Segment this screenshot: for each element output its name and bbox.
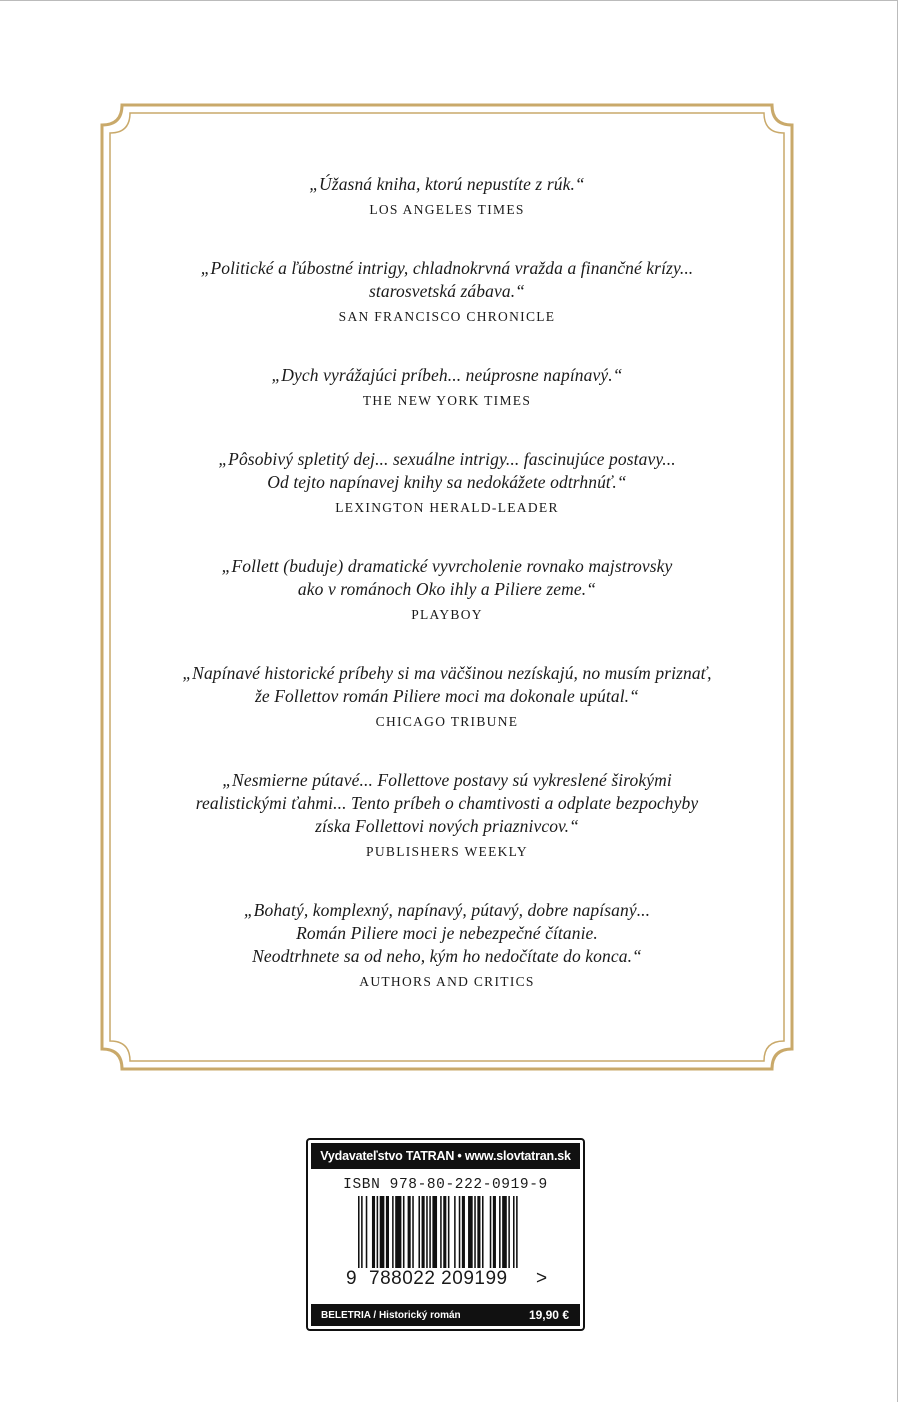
barcode-bar [448, 1196, 450, 1268]
barcode-bar [477, 1196, 480, 1268]
barcode-arrow: > [536, 1268, 548, 1289]
barcode-bar [418, 1196, 420, 1268]
barcode-bar [508, 1196, 510, 1268]
barcode-bar [358, 1196, 360, 1268]
review [100, 662, 794, 731]
barcode-bar [366, 1196, 368, 1268]
review-source: THE NEW YORK TIMES [362, 393, 532, 408]
barcode-bar [403, 1196, 405, 1268]
review-quote: „Dych vyrážajúci príbeh... neúprosne napínavý.“ [271, 365, 623, 385]
barcode-bar [380, 1196, 385, 1268]
review-quote: „Follett (buduje) dramatické vyvrcholenie rovnako majstrovsky ako v románoch Oko ihly a Piliere zeme.“ [221, 556, 673, 599]
barcode-bar [513, 1196, 515, 1268]
review-source: AUTHORS AND CRITICS [359, 974, 535, 989]
review [100, 769, 794, 861]
barcode-bar [462, 1196, 465, 1268]
review-source: PLAYBOY [411, 607, 483, 622]
barcode-first-digit: 9 [346, 1268, 357, 1289]
barcode-bar [490, 1196, 492, 1268]
review [100, 257, 794, 326]
review-quote: „Nesmierne pútavé... Follettove postavy sú vykreslené širokými realistickými ťahmi... Tento príbeh o chamtivosti a odplate bezpochyby získa Follettovi nových priaznivcov.“ [195, 770, 699, 836]
review-source: LEXINGTON HERALD-LEADER [335, 500, 559, 515]
review [100, 173, 794, 219]
barcode-bar [429, 1196, 431, 1268]
barcode-bar [395, 1196, 401, 1268]
barcode-bar [372, 1196, 375, 1268]
price-barcode-label [306, 1138, 585, 1331]
barcode-bar [493, 1196, 496, 1268]
review-source: SAN FRANCISCO CHRONICLE [338, 309, 556, 324]
barcode [358, 1196, 534, 1268]
publisher-line: Vydavateľstvo TATRAN • www.slovtatran.sk [311, 1143, 580, 1169]
barcode-digits [346, 1268, 556, 1290]
review [100, 364, 794, 410]
barcode-bar [474, 1196, 476, 1268]
review-source: PUBLISHERS WEEKLY [366, 844, 528, 859]
barcode-bar [499, 1196, 501, 1268]
review [100, 899, 794, 991]
barcode-bar [392, 1196, 394, 1268]
review-quote: „Pôsobivý spletitý dej... sexuálne intrigy... fascinujúce postavy... Od tejto napínavej knihy sa nedokážete odtrhnúť.“ [218, 449, 676, 492]
review-quote: „Bohatý, komplexný, napínavý, pútavý, dobre napísaný... Román Piliere moci je nebezpečné čítanie. Neodtrhnete sa od neho, kým ho nedočítate do konca.“ [243, 900, 651, 966]
review-source: LOS ANGELES TIMES [369, 202, 525, 217]
barcode-bar [468, 1196, 473, 1268]
category-text: BELETRIA / Historický román [321, 1309, 461, 1321]
barcode-bar [440, 1196, 442, 1268]
barcode-bar [377, 1196, 379, 1268]
review-quote: „Napínavé historické príbehy si ma väčšinou nezískajú, no musím priznať, že Follettov román Piliere moci ma dokonale upútal.“ [182, 663, 712, 706]
price-text: 19,90 € [528, 1308, 569, 1322]
barcode-bar [516, 1196, 518, 1268]
review [100, 448, 794, 517]
barcode-bar [408, 1196, 411, 1268]
barcode-bar [454, 1196, 456, 1268]
barcode-bar [432, 1196, 437, 1268]
review-source: CHICAGO TRIBUNE [375, 714, 519, 729]
barcode-bar [422, 1196, 425, 1268]
barcode-bar [459, 1196, 461, 1268]
barcode-bar [443, 1196, 446, 1268]
category-price-line [311, 1304, 580, 1326]
barcode-bar [361, 1196, 363, 1268]
review-quote: „Politické a ľúbostné intrigy, chladnokrvná vražda a finančné krízy... starosvetská zábava.“ [200, 258, 694, 301]
barcode-bar [502, 1196, 507, 1268]
barcode-bar [412, 1196, 414, 1268]
barcode-bar [482, 1196, 484, 1268]
barcode-bar [386, 1196, 389, 1268]
barcode-bar [426, 1196, 428, 1268]
review [100, 555, 794, 624]
review-quote: „Úžasná kniha, ktorú nepustíte z rúk.“ [309, 174, 585, 194]
isbn-text: ISBN 978-80-222-0919-9 [343, 1177, 548, 1193]
barcode-number: 788022 209199 [369, 1268, 508, 1289]
